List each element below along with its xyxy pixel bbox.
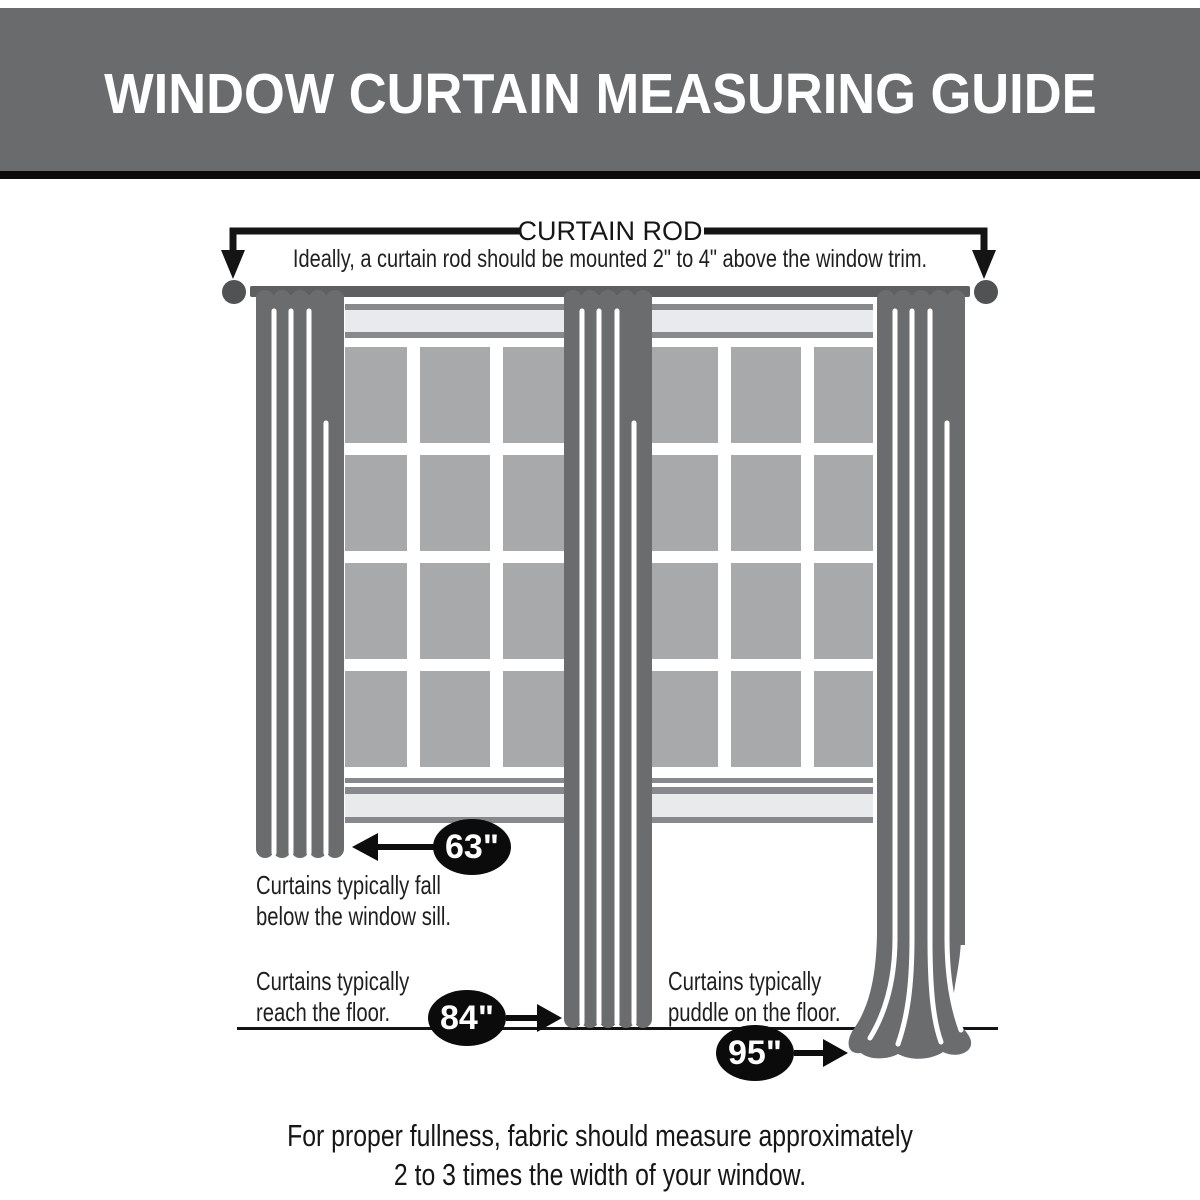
measurement-badge-63 <box>433 819 511 875</box>
rod-finial-left-icon <box>222 280 246 304</box>
badge-length-84: 84" <box>440 998 494 1037</box>
footer-note <box>120 1116 1080 1194</box>
badge-length-63: 63" <box>445 827 499 866</box>
annotation-sill-line2: below the window sill. <box>256 901 452 931</box>
rod-finial-right-icon <box>974 280 998 304</box>
curtain-panel-84 <box>564 290 652 1028</box>
badge-length-95: 95" <box>728 1033 782 1072</box>
measurement-badge-95 <box>716 1025 794 1081</box>
measurement-badge-84 <box>428 990 506 1046</box>
annotation-puddle-line1: Curtains typically <box>668 966 822 996</box>
annotation-sill <box>256 870 451 932</box>
curtain-panel-63 <box>256 290 344 858</box>
arrow-right-icon <box>794 1039 848 1067</box>
annotation-floor-line1: Curtains typically <box>256 966 410 996</box>
window-panes-right <box>652 347 873 767</box>
window-panes-left <box>345 347 573 767</box>
curtain-rod-label: CURTAIN ROD <box>517 216 703 246</box>
annotation-floor-line2: reach the floor. <box>256 997 391 1027</box>
annotation-floor <box>256 966 409 1028</box>
page-title: WINDOW CURTAIN MEASURING GUIDE <box>103 61 1097 126</box>
footer-note-line1: For proper fullness, fabric should measure approximately <box>287 1118 913 1153</box>
curtain-rod-note: Ideally, a curtain rod should be mounted 2" to 4" above the window trim. <box>292 245 928 273</box>
annotation-puddle <box>668 966 841 1028</box>
annotation-sill-line1: Curtains typically fall <box>256 870 441 900</box>
footer-note-line2: 2 to 3 times the width of your window. <box>393 1157 807 1192</box>
arrow-left-icon <box>352 833 434 861</box>
annotation-puddle-line2: puddle on the floor. <box>668 997 841 1027</box>
